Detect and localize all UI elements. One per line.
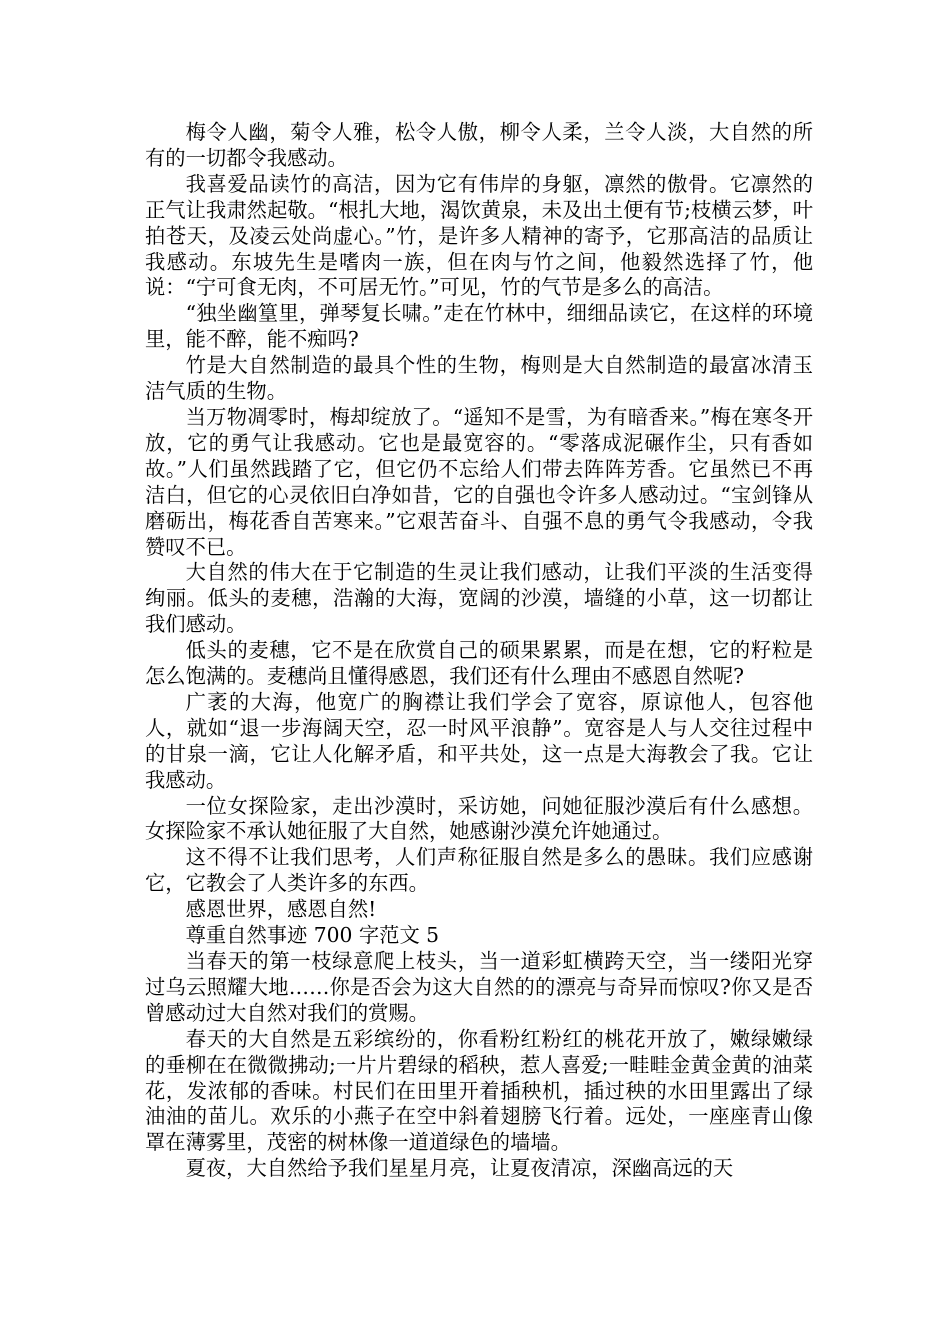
paragraph-plum-chrysanthemum: 梅令人幽，菊令人雅，松令人傲，柳令人柔，兰令人淡，大自然的所有的一切都令我感动。 [145,120,813,170]
paragraph-spring-colors: 春天的大自然是五彩缤纷的，你看粉红粉红的桃花开放了，嫩绿嫩绿的垂柳在在微微拂动;一片片碧绿的稻秧，惹人喜爱;一畦畦金黄金黄的油菜花，发浓郁的香味。村民们在田里开着插秧机，插过秧的水田里露出了绿油油的苗儿。欢乐的小燕子在空中斜着翅膀飞行着。远处，一座座青山像罩在薄雾里，茂密的树林像一道道绿色的墙墙。 [145,1026,813,1155]
paragraph-wheat: 低头的麦穗，它不是在欣赏自己的硕果累累，而是在想，它的籽粒是怎么饱满的。麦穗尚且懂得感恩，我们还有什么理由不感恩自然呢? [145,638,813,689]
paragraph-sea: 广袤的大海，他宽广的胸襟让我们学会了宽容，原谅他人，包容他人，就如“退一步海阔天空，忍一时风平浪静”。宽容是人与人交往过程中的甘泉一滴，它让人化解矛盾，和平共处，这一点是大海教会了我。它让我感动。 [145,689,813,792]
document-page [145,120,813,1182]
paragraph-plum-winter: 当万物凋零时，梅却绽放了。“遥知不是雪，为有暗香来。”梅在寒冬开放，它的勇气让我感动。它也是最宽容的。“零落成泥碾作尘，只有香如故。”人们虽然践踏了它，但它仍不忘给人们带去阵阵芳香。它虽然已不再洁白，但它的心灵依旧白净如昔，它的自强也令许多人感动过。“宝剑锋从磨砺出，梅花香自苦寒来。”它艰苦奋斗、自强不息的勇气令我感动，令我赞叹不已。 [145,404,813,559]
paragraph-bamboo-plum: 竹是大自然制造的最具个性的生物，梅则是大自然制造的最富冰清玉洁气质的生物。 [145,353,813,404]
paragraph-reflection: 这不得不让我们思考，人们声称征服自然是多么的愚昧。我们应感谢它，它教会了人类许多的东西。 [145,845,813,896]
paragraph-gratitude: 感恩世界，感恩自然! [185,897,377,922]
paragraph-explorer: 一位女探险家，走出沙漠时，采访她，问她征服沙漠后有什么感想。女探险家不承认她征服了大自然，她感谢沙漠允许她通过。 [145,793,813,844]
paragraph-summer-night: 夏夜，大自然给予我们星星月亮，让夏夜清凉，深幽高远的天 [185,1156,734,1181]
paragraph-bamboo-noble: 我喜爱品读竹的高洁，因为它有伟岸的身躯，凛然的傲骨。它凛然的正气让我肃然起敬。“根扎大地，渴饮黄泉，未及出土便有节;枝横云梦，叶拍苍天，及凌云处尚虚心。”竹，是许多人精神的寄予，它那高洁的品质让我感动。东坡先生是嗜肉一族，但在肉与竹之间，他毅然选择了竹，他说：“宁可食无肉，不可居无竹。”可见，竹的气节是多么的高洁。 [145,171,813,300]
section-heading: 尊重自然事迹 700 字范文 5 [185,923,440,948]
paragraph-bamboo-grove: “独坐幽篁里，弹琴复长啸。”走在竹林中，细细品读它，在这样的环境里，能不醉，能不痴吗? [145,301,813,352]
paragraph-nature-greatness: 大自然的伟大在于它制造的生灵让我们感动，让我们平淡的生活变得绚丽。低头的麦穗，浩瀚的大海，宽阔的沙漠，墙缝的小草，这一切都让我们感动。 [145,560,813,637]
paragraph-spring-intro: 当春天的第一枝绿意爬上枝头，当一道彩虹横跨天空，当一缕阳光穿过乌云照耀大地……你是否会为这大自然的的漂亮与奇异而惊叹?你又是否曾感动过大自然对我们的赏赐。 [145,949,813,1025]
